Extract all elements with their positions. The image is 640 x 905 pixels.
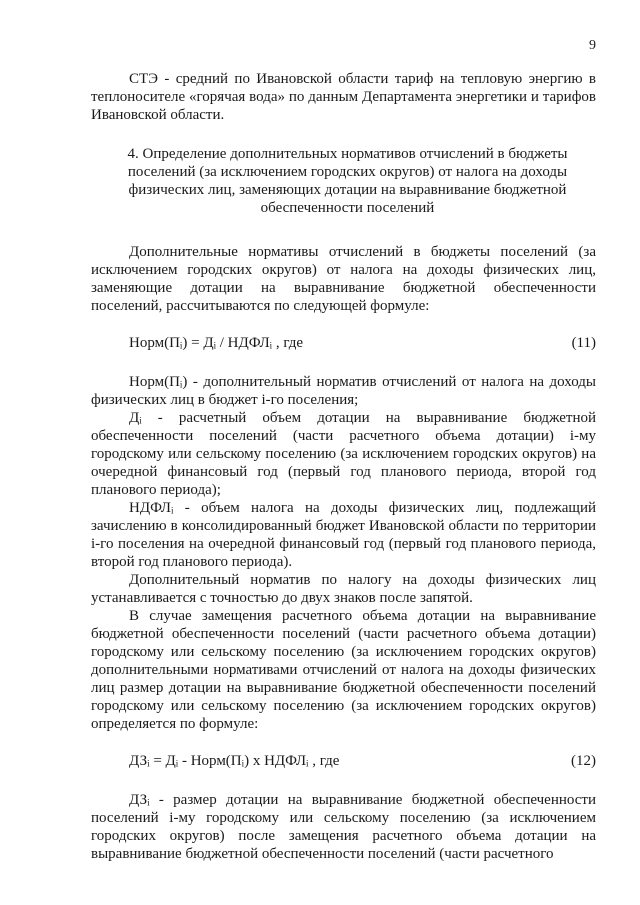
paragraph-precision: Дополнительный норматив по налогу на доходы физических лиц устанавливается с точностью до двух знаков после запятой.: [91, 572, 596, 606]
document-body: [91, 70, 596, 863]
formula-12: [91, 752, 596, 770]
paragraph-replacement: В случае замещения расчетного объема дотации на выравнивание бюджетной обеспеченности поселений (части расчетного объема дотации) городскому или сельскому поселению (за исключением городских округов) дополнительными нормативами отчислений от налога на доходы физических лиц размер дотации на выравнивание бюджетной обеспеченности поселений городскому или сельскому поселению (за исключением городских округов) определяется по формуле:: [91, 608, 596, 732]
formula-11-number: (11): [571, 335, 596, 351]
page-number: 9: [589, 38, 596, 53]
definition-dz: ДЗᵢ - размер дотации на выравнивание бюджетной обеспеченности поселений i-му городскому или сельскому поселению (за исключением городских округов) после замещения расчетного объема дотации на выравнивание бюджетной обеспеченности поселений (части расчетного: [91, 792, 596, 862]
section-heading: 4. Определение дополнительных нормативов отчислений в бюджеты поселений (за исключением городских округов) от налога на доходы физических лиц, заменяющих дотации на выравнивание бюджетной обеспеченности поселений: [127, 146, 568, 216]
definition-norm: Норм(Пᵢ) - дополнительный норматив отчислений от налога на доходы физических лиц в бюджет i-го поселения;: [91, 374, 596, 408]
intro-paragraph: СТЭ - средний по Ивановской области тариф на тепловую энергию в теплоносителе «горячая вода» по данным Департамента энергетики и тарифов Ивановской области.: [91, 71, 596, 123]
paragraph-formula-intro: Дополнительные нормативы отчислений в бюджеты поселений (за исключением городских округов) от налога на доходы физических лиц, заменяющие дотации на выравнивание бюджетной обеспеченности поселений, рассчитываются по следующей формуле:: [91, 244, 596, 314]
definition-ndfl: НДФЛᵢ - объем налога на доходы физических лиц, подлежащий зачислению в консолидированный бюджет Ивановской области по территории i-го поселения на очередной финансовый год (первый год планового периода, второй год планового периода).: [91, 500, 596, 570]
formula-11: [91, 334, 596, 352]
formula-11-text: Норм(Пᵢ) = Дᵢ / НДФЛᵢ , где: [129, 335, 304, 351]
formula-12-number: (12): [571, 753, 596, 769]
definition-d: Дᵢ - расчетный объем дотации на выравнивание бюджетной обеспеченности поселений (части расчетного объема дотации) i-му городскому или сельскому поселению (за исключением городских округов) на очередной финансовый год (первый год планового периода, второй год планового периода);: [91, 410, 596, 498]
formula-12-text: ДЗᵢ = Дᵢ - Норм(Пᵢ) x НДФЛᵢ , где: [129, 753, 340, 769]
